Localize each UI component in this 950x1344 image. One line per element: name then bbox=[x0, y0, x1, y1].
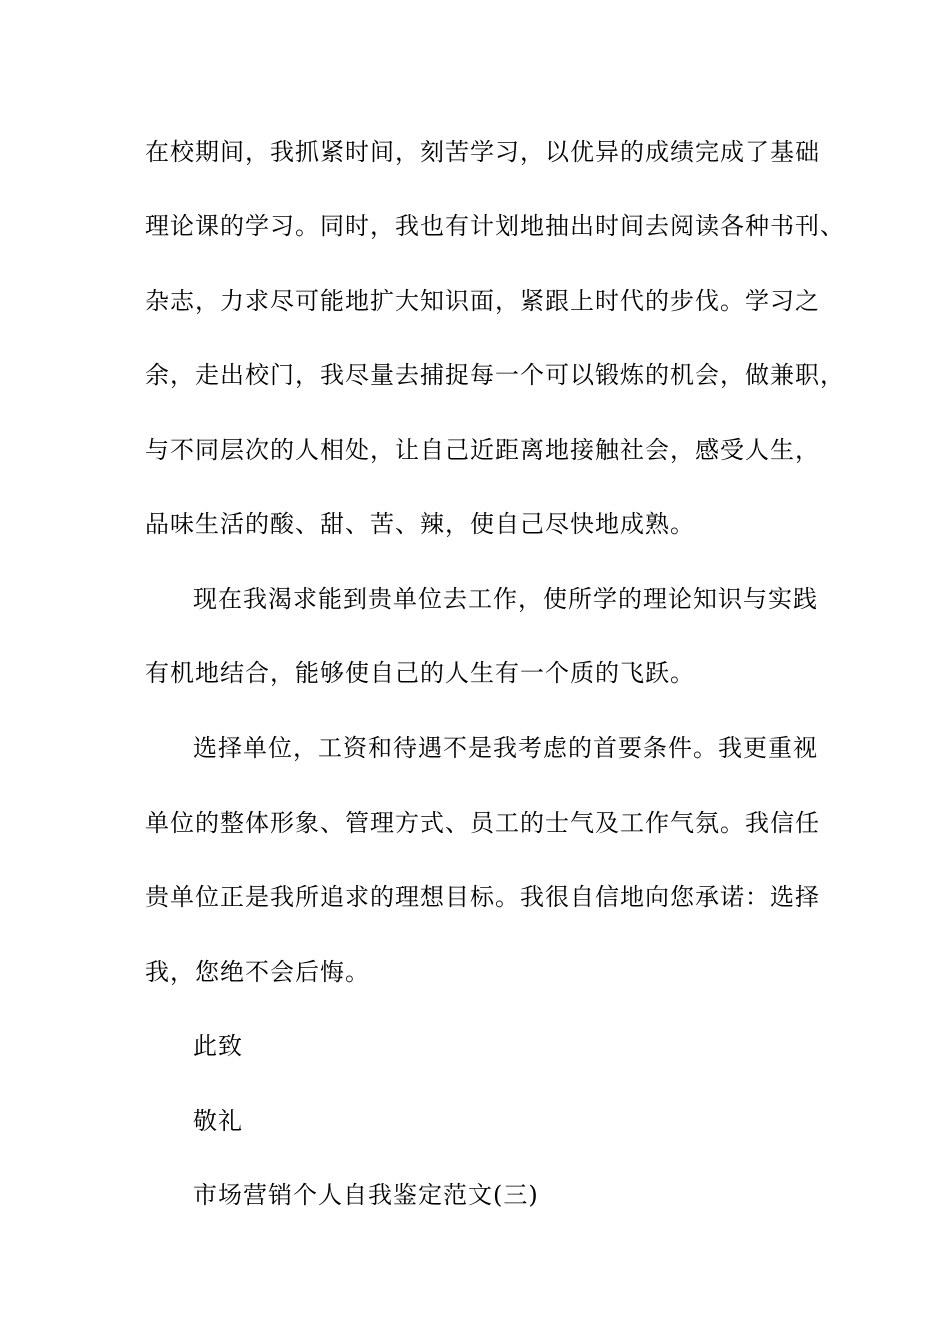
text-line: 有机地结合，能够使自己的人生有一个质的飞跃。 bbox=[145, 659, 695, 687]
text-line: 与不同层次的人相处，让自己近距离地接触社会，感受人生， bbox=[145, 436, 820, 464]
text-line: 贵单位正是我所追求的理想目标。我很自信地向您承诺：选择 bbox=[145, 883, 820, 911]
text-line: 杂志，力求尽可能地扩大知识面，紧跟上时代的步伐。学习之 bbox=[145, 287, 820, 315]
text-line: 余，走出校门，我尽量去捕捉每一个可以锻炼的机会，做兼职， bbox=[145, 361, 845, 389]
text-line: 品味生活的酸、甜、苦、辣，使自己尽快地成熟。 bbox=[145, 510, 695, 538]
text-line: 单位的整体形象、管理方式、员工的士气及工作气氛。我信任 bbox=[145, 809, 820, 837]
paragraph-start-line: 选择单位，工资和待遇不是我考虑的首要条件。我更重视 bbox=[193, 734, 818, 762]
text-line: 理论课的学习。同时，我也有计划地抽出时间去阅读各种书刊、 bbox=[145, 212, 845, 240]
text-line: 我，您绝不会后悔。 bbox=[145, 958, 370, 986]
text-line: 在校期间，我抓紧时间，刻苦学习，以优异的成绩完成了基础 bbox=[145, 138, 820, 166]
paragraph-start-line: 现在我渴求能到贵单位去工作，使所学的理论知识与实践 bbox=[193, 585, 818, 613]
closing-salutation: 此致 bbox=[193, 1032, 243, 1060]
section-heading: 市场营销个人自我鉴定范文(三) bbox=[193, 1181, 539, 1209]
closing-regards: 敬礼 bbox=[193, 1107, 243, 1135]
